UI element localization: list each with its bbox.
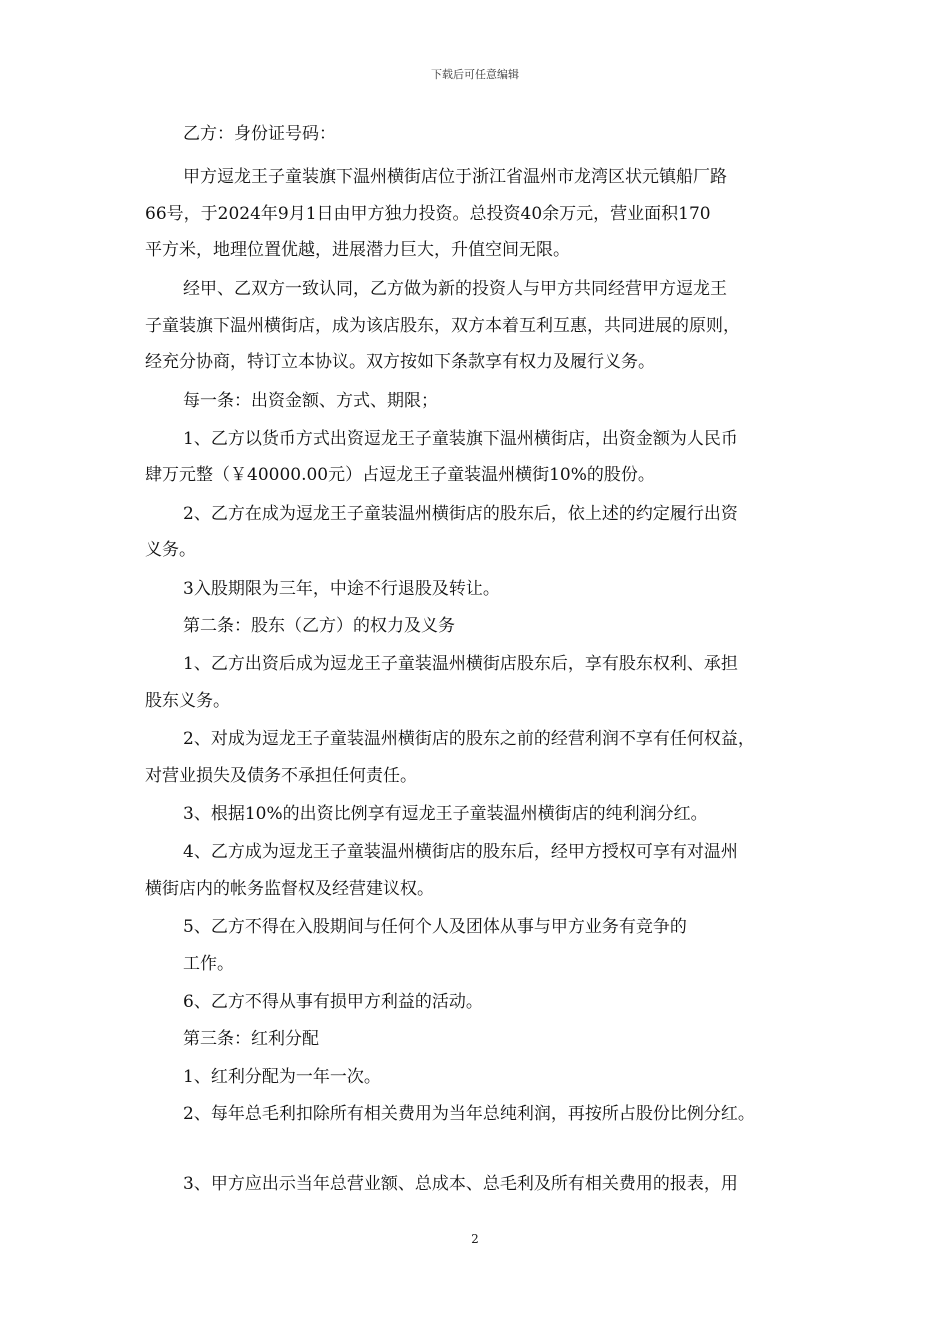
text-line: 3入股期限为三年，中途不行退股及转让。 (183, 579, 500, 599)
text-line: 义务。 (145, 540, 196, 560)
text-line: 经充分协商，特订立本协议。双方按如下条款享有权力及履行义务。 (145, 352, 655, 372)
text-line: 2、对成为逗龙王子童装温州横街店的股东之前的经营利润不享有任何权益， (183, 729, 755, 749)
text-line: 3、甲方应出示当年总营业额、总成本、总毛利及所有相关费用的报表，用 (183, 1174, 738, 1194)
page-header: 下载后可任意编辑 (431, 68, 519, 81)
text-line: 横街店内的帐务监督权及经营建议权。 (145, 879, 434, 899)
section-heading: 第三条：红利分配 (183, 1029, 319, 1049)
text-line: 1、乙方以货币方式出资逗龙王子童装旗下温州横街店，出资金额为人民币 (183, 429, 738, 449)
text-line: 4、乙方成为逗龙王子童装温州横街店的股东后，经甲方授权可享有对温州 (183, 842, 738, 862)
page-number: 2 (471, 1232, 479, 1246)
section-heading: 每一条：出资金额、方式、期限； (183, 391, 438, 411)
text-line: 平方米，地理位置优越，进展潜力巨大，升值空间无限。 (145, 240, 570, 260)
text-line: 肆万元整（￥40000.00元）占逗龙王子童装温州横街10%的股份。 (145, 465, 655, 485)
text-line: 2、每年总毛利扣除所有相关费用为当年总纯利润，再按所占股份比例分红。 (183, 1104, 755, 1124)
text-line: 5、乙方不得在入股期间与任何个人及团体从事与甲方业务有竞争的 (183, 917, 687, 937)
text-line: 乙方：身份证号码： (183, 124, 336, 144)
text-line: 经甲、乙双方一致认同，乙方做为新的投资人与甲方共同经营甲方逗龙王 (183, 279, 727, 299)
text-line: 6、乙方不得从事有损甲方利益的活动。 (183, 992, 483, 1012)
text-line: 股东义务。 (145, 691, 230, 711)
text-line: 对营业损失及债务不承担任何责任。 (145, 766, 417, 786)
text-line: 1、乙方出资后成为逗龙王子童装温州横街店股东后，享有股东权利、承担 (183, 654, 738, 674)
text-line: 2、乙方在成为逗龙王子童装温州横街店的股东后，依上述的约定履行出资 (183, 504, 738, 524)
text-line: 工作。 (183, 954, 234, 974)
text-line: 1、红利分配为一年一次。 (183, 1067, 381, 1087)
text-line: 甲方逗龙王子童装旗下温州横街店位于浙江省温州市龙湾区状元镇船厂路 (183, 167, 727, 187)
text-line: 子童装旗下温州横街店，成为该店股东，双方本着互利互惠，共同进展的原则， (145, 316, 740, 336)
text-line: 66号，于2024年9月1日由甲方独力投资。总投资40余万元，营业面积170 (145, 204, 711, 224)
text-line: 3、根据10%的出资比例享有逗龙王子童装温州横街店的纯利润分红。 (183, 804, 708, 824)
section-heading: 第二条：股东（乙方）的权力及义务 (183, 616, 455, 636)
